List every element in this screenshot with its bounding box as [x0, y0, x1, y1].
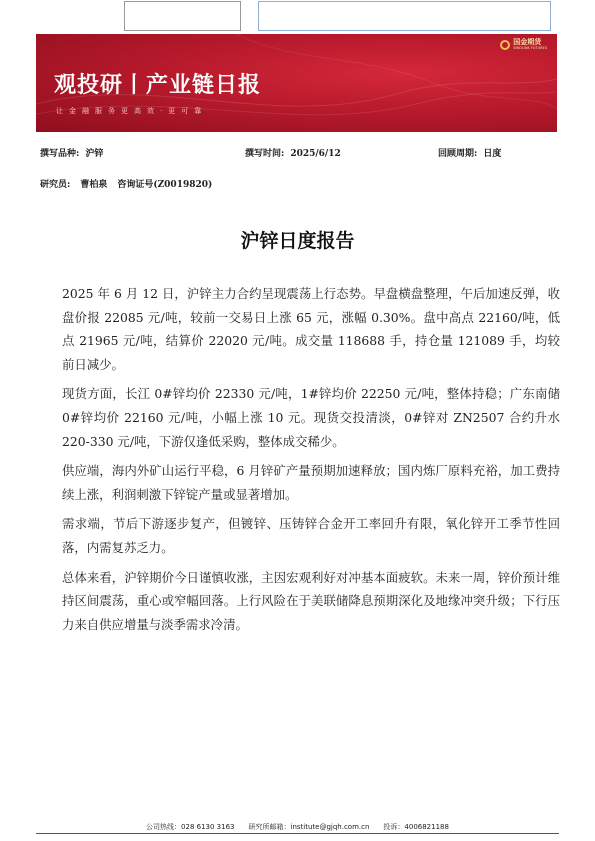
page-footer — [0, 822, 595, 832]
meta-variety — [40, 146, 103, 159]
meta-period-value: 日度 — [483, 149, 502, 159]
paragraph-spot: 现货方面，长江 0#锌均价 22330 元/吨，1#锌均价 22250 元/吨，整体持稳；广东南储 0#锌均价 22160 元/吨，小幅上涨 10 元。现货交投清淡，0#锌对 ZN2507 合约升水 220-330 元/吨，下游仅逢低采购，整体成交稀少。 — [62, 386, 560, 449]
paragraph-outlook: 总体来看，沪锌期价今日谨慎收涨，主因宏观利好对冲基本面疲软。未来一周，锌价预计维持区间震荡，重心或窄幅回落。上行风险在于美联储降息预期深化及地缘冲突升级；下行压力来自供应增量与淡季需求冷清。 — [62, 569, 560, 632]
meta-period-label: 回顾周期: — [438, 149, 478, 159]
meta-researcher-value: 曹柏泉 — [80, 180, 108, 190]
meta-variety-value: 沪锌 — [85, 149, 104, 159]
logo-name: 国金期货 — [513, 38, 542, 46]
report-title: 沪锌日度报告 — [240, 230, 355, 252]
report-banner — [36, 34, 557, 132]
meta-cert-value: 咨询证号(Z0019820) — [117, 180, 213, 190]
meta-variety-label: 撰写品种: — [40, 149, 80, 159]
meta-time — [245, 146, 341, 159]
footer-email: 研究所邮箱：institute@gjqh.com.cn — [248, 823, 370, 831]
company-logo — [500, 39, 547, 51]
banner-title: 观投研丨产业链日报 — [54, 73, 262, 98]
logo-mark-icon — [500, 40, 510, 50]
banner-slogan: 让金融服务更高效·更可靠 — [56, 107, 208, 115]
paragraph-demand: 需求端，节后下游逐步复产，但镀锌、压铸锌合金开工率回升有限，氧化锌开工季节性回落，内需复苏乏力。 — [62, 516, 560, 555]
meta-researcher-label: 研究员: — [40, 180, 71, 190]
paragraph-summary: 2025 年 6 月 12 日，沪锌主力合约呈现震荡上行态势。早盘横盘整理，午后加速反弹，收盘价报 22085 元/吨，较前一交易日上涨 65 元，涨幅 0.30%。盘中高点 22160/吨，低点 21965 元/吨，结算价 22020 元/吨。成交量 118688 手，持仓量 121089 手，均较前日减少。 — [62, 286, 560, 372]
footer-complaint: 投诉：4006821188 — [383, 823, 449, 831]
meta-period — [438, 146, 501, 159]
logo-name-en: SINOLINK FUTURES — [513, 46, 547, 50]
paragraph-supply: 供应端，海内外矿山运行平稳，6 月锌矿产量预期加速释放；国内炼厂原料充裕，加工费持续上涨，利润刺激下锌锭产量或显著增加。 — [62, 463, 560, 502]
header-right-box — [258, 1, 551, 31]
header-left-box — [124, 1, 241, 31]
meta-researcher — [40, 177, 212, 190]
report-body — [62, 282, 560, 642]
footer-divider — [36, 833, 559, 834]
meta-time-label: 撰写时间: — [245, 149, 285, 159]
footer-hotline: 公司热线：028 6130 3163 — [146, 823, 235, 831]
meta-time-value: 2025/6/12 — [290, 149, 341, 159]
